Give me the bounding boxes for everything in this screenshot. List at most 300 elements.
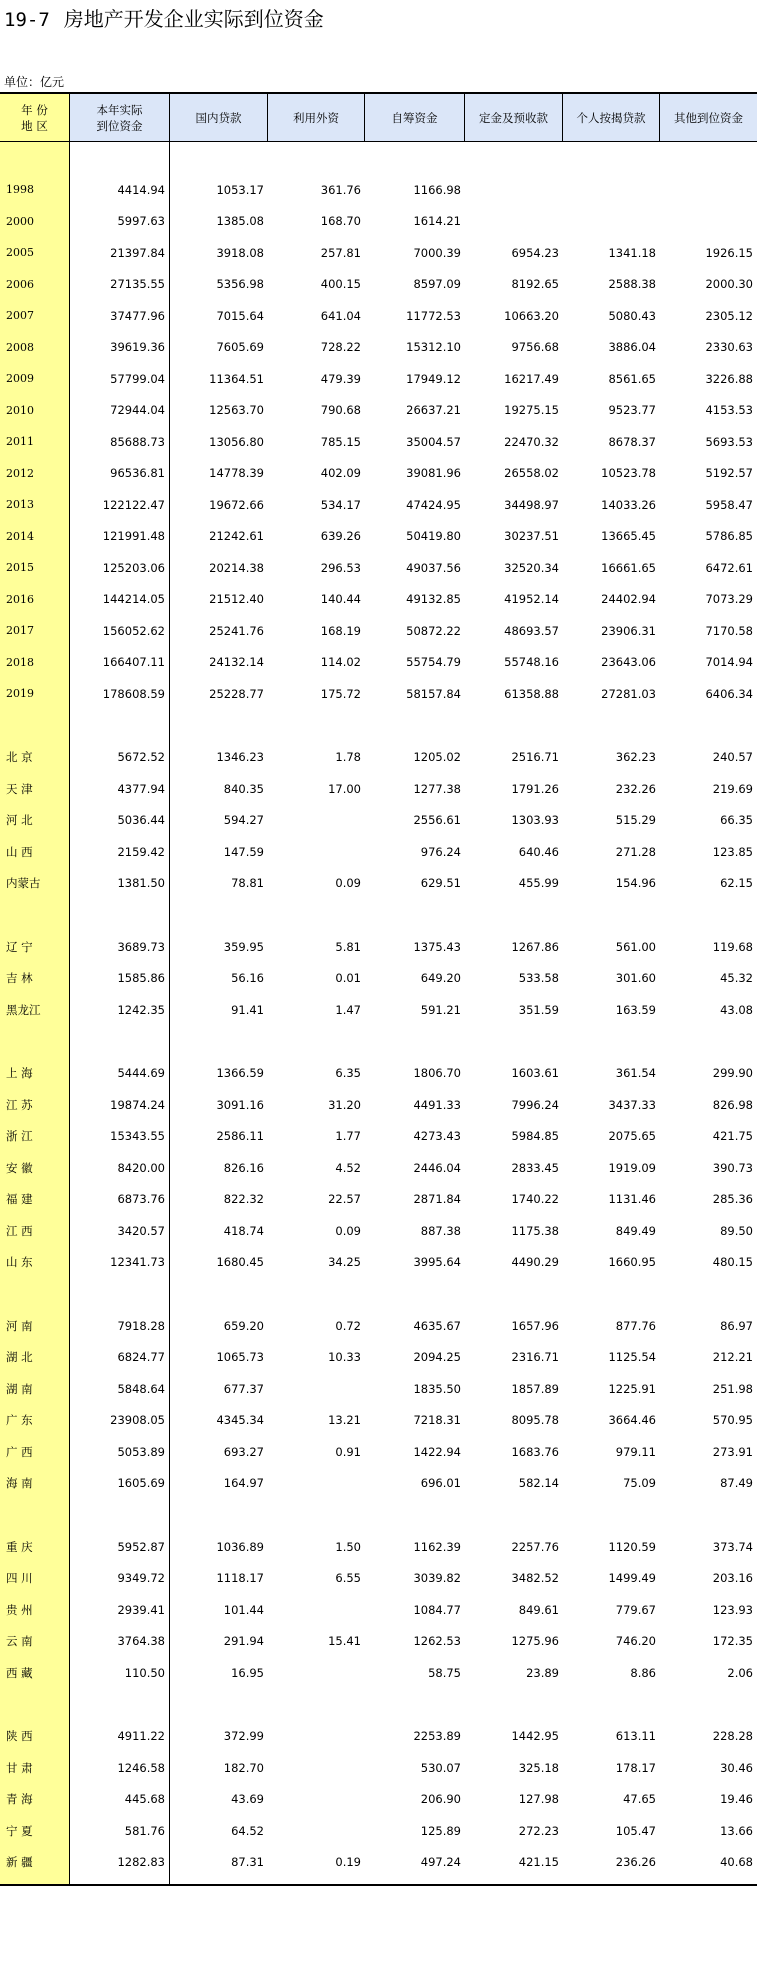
cell-other-funds: 826.98: [712, 1097, 753, 1112]
cell-other-funds: 2305.12: [705, 308, 753, 323]
cell-domestic-loans: 13056.80: [209, 434, 264, 449]
cell-domestic-loans: 7605.69: [216, 340, 264, 355]
table-row: [0, 1436, 757, 1468]
cell-domestic-loans: 1118.17: [216, 1571, 264, 1586]
cell-self-raised: 39081.96: [406, 466, 461, 481]
cell-domestic-loans: 91.41: [231, 1002, 264, 1017]
cell-mortgage-loans: 1120.59: [608, 1539, 656, 1554]
cell-other-funds: 2.06: [727, 1665, 753, 1680]
cell-foreign-investment: 361.76: [320, 182, 361, 197]
cell-self-raised: 2094.25: [413, 1350, 461, 1365]
row-region-label: 上 海: [0, 1058, 70, 1090]
cell-other-funds: 2330.63: [705, 340, 753, 355]
table-row: [0, 300, 757, 332]
cell-total-funds: 1605.69: [70, 1468, 170, 1500]
cell-foreign-investment: 785.15: [320, 434, 361, 449]
row-region-label: 新 疆: [0, 1847, 70, 1879]
cell-domestic-loans: 1680.45: [216, 1255, 264, 1270]
cell-other-funds: 421.75: [712, 1129, 753, 1144]
cell-foreign-investment: 31.20: [328, 1097, 361, 1112]
table-row: [0, 647, 757, 679]
row-region-label: 内蒙古: [0, 868, 70, 900]
cell-self-raised: 2446.04: [413, 1160, 461, 1175]
cell-total-funds: 7918.28: [70, 1310, 170, 1342]
cell-foreign-investment: 641.04: [320, 308, 361, 323]
header-domestic-loans: 国内贷款: [170, 94, 268, 141]
cell-foreign-investment: 13.21: [328, 1413, 361, 1428]
cell-self-raised: 49037.56: [406, 560, 461, 575]
row-region-label: 云 南: [0, 1626, 70, 1658]
table-row: [0, 1152, 757, 1184]
cell-self-raised: 47424.95: [406, 497, 461, 512]
row-year-label: 1998: [0, 174, 70, 206]
cell-domestic-loans: 1346.23: [216, 750, 264, 765]
cell-deposits-advances: 22470.32: [504, 434, 559, 449]
row-region-label: 辽 宁: [0, 931, 70, 963]
table-row: [0, 426, 757, 458]
cell-domestic-loans: 1385.08: [216, 214, 264, 229]
cell-self-raised: 4491.33: [413, 1097, 461, 1112]
cell-deposits-advances: 8192.65: [511, 277, 559, 292]
row-region-label: 天 津: [0, 773, 70, 805]
cell-other-funds: 1926.15: [705, 245, 753, 260]
table-end-spacer: [0, 1878, 757, 1884]
cell-total-funds: 15343.55: [70, 1121, 170, 1153]
gap-label-cell: [0, 142, 70, 174]
cell-deposits-advances: 1603.61: [511, 1066, 559, 1081]
cell-foreign-investment: 296.53: [320, 560, 361, 575]
cell-mortgage-loans: 1499.49: [608, 1571, 656, 1586]
cell-total-funds: 122122.47: [70, 489, 170, 521]
data-table: [0, 92, 757, 1886]
gap-label-cell: [0, 1278, 70, 1310]
group-spacer: [0, 1278, 757, 1310]
cell-foreign-investment: 0.09: [335, 876, 361, 891]
gap-total-cell: [70, 1278, 170, 1310]
cell-total-funds: 1246.58: [70, 1752, 170, 1784]
cell-other-funds: 570.95: [712, 1413, 753, 1428]
cell-self-raised: 7218.31: [413, 1413, 461, 1428]
cell-mortgage-loans: 2588.38: [608, 277, 656, 292]
cell-domestic-loans: 291.94: [223, 1634, 264, 1649]
table-row: [0, 1310, 757, 1342]
cell-deposits-advances: 533.58: [518, 971, 559, 986]
cell-deposits-advances: 5984.85: [511, 1129, 559, 1144]
cell-deposits-advances: 640.46: [518, 844, 559, 859]
row-region-label: 北 京: [0, 742, 70, 774]
cell-deposits-advances: 23.89: [526, 1665, 559, 1680]
table-row: [0, 1184, 757, 1216]
cell-deposits-advances: 351.59: [518, 1002, 559, 1017]
cell-total-funds: 3764.38: [70, 1626, 170, 1658]
cell-total-funds: 5053.89: [70, 1436, 170, 1468]
row-region-label: 重 庆: [0, 1531, 70, 1563]
cell-deposits-advances: 582.14: [518, 1476, 559, 1491]
cell-deposits-advances: 2516.71: [511, 750, 559, 765]
cell-other-funds: 7073.29: [705, 592, 753, 607]
cell-mortgage-loans: 232.26: [615, 781, 656, 796]
cell-mortgage-loans: 154.96: [615, 876, 656, 891]
cell-deposits-advances: 10663.20: [504, 308, 559, 323]
cell-other-funds: 219.69: [712, 781, 753, 796]
cell-deposits-advances: 6954.23: [511, 245, 559, 260]
cell-domestic-loans: 16.95: [231, 1665, 264, 1680]
cell-deposits-advances: 325.18: [518, 1760, 559, 1775]
cell-total-funds: 156052.62: [70, 615, 170, 647]
cell-total-funds: 57799.04: [70, 363, 170, 395]
gap-label-cell: [0, 899, 70, 931]
cell-total-funds: 110.50: [70, 1657, 170, 1689]
table-row: [0, 1089, 757, 1121]
row-year-label: 2005: [0, 237, 70, 269]
cell-other-funds: 390.73: [712, 1160, 753, 1175]
cell-deposits-advances: [465, 206, 563, 238]
cell-self-raised: 1375.43: [413, 939, 461, 954]
cell-mortgage-loans: 5080.43: [608, 308, 656, 323]
cell-mortgage-loans: 75.09: [623, 1476, 656, 1491]
cell-other-funds: 3226.88: [705, 371, 753, 386]
cell-domestic-loans: 372.99: [223, 1729, 264, 1744]
cell-foreign-investment: 0.91: [335, 1444, 361, 1459]
cell-deposits-advances: 32520.34: [504, 560, 559, 575]
cell-foreign-investment: 0.19: [335, 1855, 361, 1870]
cell-mortgage-loans: 1341.18: [608, 245, 656, 260]
row-region-label: 湖 北: [0, 1342, 70, 1374]
gap-total-cell: [70, 1026, 170, 1058]
row-region-label: 河 南: [0, 1310, 70, 1342]
cell-domestic-loans: 25241.76: [209, 623, 264, 638]
table-row: [0, 1342, 757, 1374]
cell-mortgage-loans: 746.20: [615, 1634, 656, 1649]
cell-foreign-investment: 4.52: [335, 1160, 361, 1175]
cell-other-funds: 5693.53: [705, 434, 753, 449]
cell-self-raised: 55754.79: [406, 655, 461, 670]
cell-deposits-advances: 30237.51: [504, 529, 559, 544]
cell-mortgage-loans: 8678.37: [608, 434, 656, 449]
cell-deposits-advances: 48693.57: [504, 623, 559, 638]
cell-deposits-advances: 1175.38: [511, 1223, 559, 1238]
row-year-label: 2006: [0, 269, 70, 301]
cell-deposits-advances: 455.99: [518, 876, 559, 891]
header-self-raised: 自筹资金: [365, 94, 465, 141]
cell-deposits-advances: 2833.45: [511, 1160, 559, 1175]
cell-mortgage-loans: 561.00: [615, 939, 656, 954]
table-row: [0, 773, 757, 805]
cell-foreign-investment: 639.26: [320, 529, 361, 544]
cell-foreign-investment: [268, 1752, 365, 1784]
cell-foreign-investment: 728.22: [320, 340, 361, 355]
cell-mortgage-loans: 3886.04: [608, 340, 656, 355]
cell-domestic-loans: 4345.34: [216, 1413, 264, 1428]
cell-domestic-loans: 1065.73: [216, 1350, 264, 1365]
gap-label-cell: [0, 710, 70, 742]
cell-domestic-loans: 12563.70: [209, 403, 264, 418]
cell-domestic-loans: 21242.61: [209, 529, 264, 544]
cell-foreign-investment: 6.35: [335, 1066, 361, 1081]
cell-domestic-loans: 659.20: [223, 1318, 264, 1333]
cell-mortgage-loans: 9523.77: [608, 403, 656, 418]
cell-other-funds: 86.97: [720, 1318, 753, 1333]
cell-total-funds: 4911.22: [70, 1721, 170, 1753]
table-row: [0, 931, 757, 963]
group-spacer: [0, 1499, 757, 1531]
cell-self-raised: 1166.98: [413, 182, 461, 197]
table-row: [0, 994, 757, 1026]
cell-self-raised: 2253.89: [413, 1729, 461, 1744]
header-foreign-investment: 利用外资: [268, 94, 365, 141]
cell-total-funds: 5036.44: [70, 805, 170, 837]
gap-total-cell: [70, 1499, 170, 1531]
cell-domestic-loans: 3918.08: [216, 245, 264, 260]
table-row: [0, 1373, 757, 1405]
cell-foreign-investment: 168.70: [320, 214, 361, 229]
table-row: [0, 1626, 757, 1658]
cell-other-funds: 40.68: [720, 1855, 753, 1870]
cell-foreign-investment: [268, 1373, 365, 1405]
cell-mortgage-loans: 877.76: [615, 1318, 656, 1333]
cell-deposits-advances: 421.15: [518, 1855, 559, 1870]
cell-domestic-loans: 7015.64: [216, 308, 264, 323]
cell-foreign-investment: 15.41: [328, 1634, 361, 1649]
cell-other-funds: 285.36: [712, 1192, 753, 1207]
cell-mortgage-loans: 361.54: [615, 1066, 656, 1081]
cell-self-raised: 1422.94: [413, 1444, 461, 1459]
cell-total-funds: 3420.57: [70, 1215, 170, 1247]
cell-total-funds: 2159.42: [70, 836, 170, 868]
row-region-label: 湖 南: [0, 1373, 70, 1405]
cell-mortgage-loans: 178.17: [615, 1760, 656, 1775]
end-total-cell: [70, 1878, 170, 1884]
cell-self-raised: 11772.53: [406, 308, 461, 323]
table-body: [0, 142, 757, 1886]
cell-foreign-investment: 1.50: [335, 1539, 361, 1554]
cell-mortgage-loans: 163.59: [615, 1002, 656, 1017]
cell-total-funds: 96536.81: [70, 458, 170, 490]
cell-self-raised: 35004.57: [406, 434, 461, 449]
cell-mortgage-loans: 8.86: [630, 1665, 656, 1680]
cell-mortgage-loans: 301.60: [615, 971, 656, 986]
cell-total-funds: 144214.05: [70, 584, 170, 616]
cell-domestic-loans: 19672.66: [209, 497, 264, 512]
row-year-label: 2011: [0, 426, 70, 458]
row-region-label: 浙 江: [0, 1121, 70, 1153]
cell-total-funds: 5952.87: [70, 1531, 170, 1563]
cell-domestic-loans: 24132.14: [209, 655, 264, 670]
cell-self-raised: 2556.61: [413, 813, 461, 828]
cell-deposits-advances: 272.23: [518, 1823, 559, 1838]
gap-label-cell: [0, 1026, 70, 1058]
gap-label-cell: [0, 1499, 70, 1531]
cell-domestic-loans: 78.81: [231, 876, 264, 891]
cell-mortgage-loans: 2075.65: [608, 1129, 656, 1144]
page-title: [4, 4, 324, 34]
table-row: [0, 868, 757, 900]
cell-foreign-investment: 479.39: [320, 371, 361, 386]
cell-foreign-investment: [268, 1594, 365, 1626]
cell-total-funds: 19874.24: [70, 1089, 170, 1121]
row-region-label: 江 西: [0, 1215, 70, 1247]
cell-other-funds: 123.93: [712, 1602, 753, 1617]
cell-other-funds: 123.85: [712, 844, 753, 859]
cell-other-funds: 373.74: [712, 1539, 753, 1554]
cell-mortgage-loans: 1131.46: [608, 1192, 656, 1207]
cell-foreign-investment: 790.68: [320, 403, 361, 418]
row-year-label: 2010: [0, 395, 70, 427]
header-year-region: 年 份 地 区: [0, 94, 70, 141]
cell-total-funds: 8420.00: [70, 1152, 170, 1184]
table-row: [0, 742, 757, 774]
cell-total-funds: 581.76: [70, 1815, 170, 1847]
cell-self-raised: 887.38: [420, 1223, 461, 1238]
cell-deposits-advances: 4490.29: [511, 1255, 559, 1270]
unit-label: 单位：亿元: [4, 75, 65, 89]
cell-self-raised: 497.24: [420, 1855, 461, 1870]
row-year-label: 2016: [0, 584, 70, 616]
cell-self-raised: 591.21: [420, 1002, 461, 1017]
cell-deposits-advances: 34498.97: [504, 497, 559, 512]
cell-mortgage-loans: 27281.03: [601, 686, 656, 701]
cell-foreign-investment: 5.81: [335, 939, 361, 954]
cell-domestic-loans: 2586.11: [216, 1129, 264, 1144]
table-row: [0, 1721, 757, 1753]
cell-foreign-investment: 534.17: [320, 497, 361, 512]
cell-domestic-loans: 25228.77: [209, 686, 264, 701]
cell-domestic-loans: 182.70: [223, 1760, 264, 1775]
table-title: 房地产开发企业实际到位资金: [63, 7, 324, 31]
cell-foreign-investment: 0.72: [335, 1318, 361, 1333]
gap-total-cell: [70, 142, 170, 174]
cell-self-raised: 26637.21: [406, 403, 461, 418]
cell-total-funds: 21397.84: [70, 237, 170, 269]
group-spacer: [0, 1026, 757, 1058]
cell-domestic-loans: 21512.40: [209, 592, 264, 607]
cell-other-funds: 4153.53: [705, 403, 753, 418]
table-row: [0, 489, 757, 521]
cell-deposits-advances: 26558.02: [504, 466, 559, 481]
cell-other-funds: 89.50: [720, 1223, 753, 1238]
cell-mortgage-loans: 16661.65: [601, 560, 656, 575]
table-row: [0, 805, 757, 837]
table-row: [0, 1784, 757, 1816]
cell-deposits-advances: 2257.76: [511, 1539, 559, 1554]
cell-total-funds: 4377.94: [70, 773, 170, 805]
cell-foreign-investment: 0.01: [335, 971, 361, 986]
cell-self-raised: 50419.80: [406, 529, 461, 544]
row-year-label: 2007: [0, 300, 70, 332]
gap-total-cell: [70, 899, 170, 931]
cell-domestic-loans: 359.95: [223, 939, 264, 954]
cell-total-funds: 1585.86: [70, 963, 170, 995]
cell-deposits-advances: 1657.96: [511, 1318, 559, 1333]
cell-mortgage-loans: 23643.06: [601, 655, 656, 670]
table-row: [0, 1657, 757, 1689]
cell-other-funds: 203.16: [712, 1571, 753, 1586]
table-row: [0, 1752, 757, 1784]
table-row: [0, 1405, 757, 1437]
cell-deposits-advances: 849.61: [518, 1602, 559, 1617]
cell-other-funds: 13.66: [720, 1823, 753, 1838]
cell-self-raised: 8597.09: [413, 277, 461, 292]
row-region-label: 宁 夏: [0, 1815, 70, 1847]
row-region-label: 西 藏: [0, 1657, 70, 1689]
row-year-label: 2008: [0, 332, 70, 364]
row-region-label: 甘 肃: [0, 1752, 70, 1784]
cell-mortgage-loans: 8561.65: [608, 371, 656, 386]
row-region-label: 吉 林: [0, 963, 70, 995]
table-row: [0, 836, 757, 868]
cell-mortgage-loans: 779.67: [615, 1602, 656, 1617]
cell-total-funds: 3689.73: [70, 931, 170, 963]
cell-deposits-advances: 1857.89: [511, 1381, 559, 1396]
cell-other-funds: 87.49: [720, 1476, 753, 1491]
cell-domestic-loans: 1036.89: [216, 1539, 264, 1554]
cell-domestic-loans: 677.37: [223, 1381, 264, 1396]
cell-mortgage-loans: 10523.78: [601, 466, 656, 481]
cell-other-funds: 7170.58: [705, 623, 753, 638]
header-other-funds: 其他到位资金: [660, 94, 757, 141]
cell-self-raised: 1162.39: [413, 1539, 461, 1554]
cell-self-raised: 1084.77: [413, 1602, 461, 1617]
cell-mortgage-loans: 271.28: [615, 844, 656, 859]
cell-other-funds: 66.35: [720, 813, 753, 828]
cell-foreign-investment: 140.44: [320, 592, 361, 607]
cell-mortgage-loans: 1919.09: [608, 1160, 656, 1175]
table-row: [0, 332, 757, 364]
cell-other-funds: 6406.34: [705, 686, 753, 701]
gap-total-cell: [70, 1689, 170, 1721]
cell-domestic-loans: 164.97: [223, 1476, 264, 1491]
cell-self-raised: 649.20: [420, 971, 461, 986]
gap-total-cell: [70, 710, 170, 742]
cell-deposits-advances: 1740.22: [511, 1192, 559, 1207]
cell-foreign-investment: 168.19: [320, 623, 361, 638]
cell-other-funds: 480.15: [712, 1255, 753, 1270]
row-region-label: 广 西: [0, 1436, 70, 1468]
cell-mortgage-loans: 14033.26: [601, 497, 656, 512]
cell-other-funds: 212.21: [712, 1350, 753, 1365]
cell-foreign-investment: 257.81: [320, 245, 361, 260]
cell-domestic-loans: 101.44: [223, 1602, 264, 1617]
header-deposits-advances: 定金及预收款: [465, 94, 563, 141]
cell-domestic-loans: 43.69: [231, 1792, 264, 1807]
cell-mortgage-loans: [563, 174, 660, 206]
row-region-label: 贵 州: [0, 1594, 70, 1626]
cell-deposits-advances: 1267.86: [511, 939, 559, 954]
row-year-label: 2012: [0, 458, 70, 490]
cell-domestic-loans: 20214.38: [209, 560, 264, 575]
cell-total-funds: 6824.77: [70, 1342, 170, 1374]
cell-deposits-advances: 2316.71: [511, 1350, 559, 1365]
cell-domestic-loans: 840.35: [223, 781, 264, 796]
cell-foreign-investment: 114.02: [320, 655, 361, 670]
row-year-label: 2014: [0, 521, 70, 553]
cell-foreign-investment: 175.72: [320, 686, 361, 701]
cell-domestic-loans: 826.16: [223, 1160, 264, 1175]
row-year-label: 2017: [0, 615, 70, 647]
cell-deposits-advances: 1303.93: [511, 813, 559, 828]
cell-other-funds: 62.15: [720, 876, 753, 891]
cell-total-funds: 27135.55: [70, 269, 170, 301]
row-year-label: 2013: [0, 489, 70, 521]
cell-deposits-advances: 1275.96: [511, 1634, 559, 1649]
header-mortgage-loans: 个人按揭贷款: [563, 94, 660, 141]
cell-domestic-loans: 14778.39: [209, 466, 264, 481]
cell-self-raised: 1262.53: [413, 1634, 461, 1649]
cell-total-funds: 5848.64: [70, 1373, 170, 1405]
cell-mortgage-loans: 24402.94: [601, 592, 656, 607]
cell-other-funds: 5192.57: [705, 466, 753, 481]
cell-self-raised: 2871.84: [413, 1192, 461, 1207]
